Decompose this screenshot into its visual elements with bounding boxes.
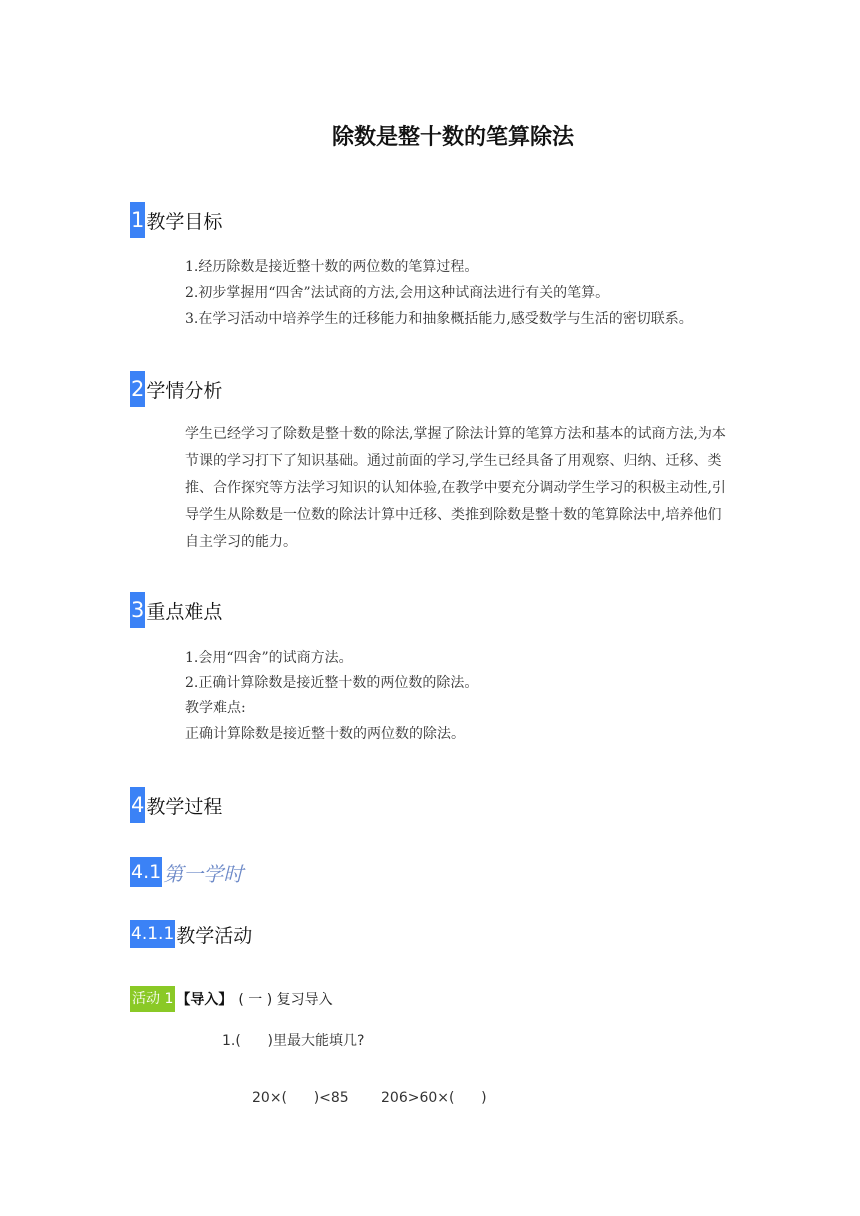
- section-title: 教学目标: [146, 210, 223, 233]
- section-title: 教学过程: [146, 795, 223, 818]
- section-number: 2: [130, 371, 145, 407]
- subsection-number: 4.1: [130, 857, 162, 887]
- subsection-heading-activities: [130, 920, 252, 948]
- subsection-title: 第一学时: [163, 861, 244, 886]
- section-heading-key-points: [130, 592, 222, 628]
- question-text: 1.( )里最大能填几?: [222, 1033, 365, 1049]
- section-title: 重点难点: [146, 600, 223, 623]
- subsection-title: 教学活动: [176, 924, 253, 947]
- objective-item: 3.在学习活动中培养学生的迁移能力和抽象概括能力,感受数学与生活的密切联系。: [185, 311, 693, 327]
- expression: 20×( )<85: [252, 1090, 349, 1106]
- section-number: 3: [130, 592, 145, 628]
- activity-heading: [130, 986, 333, 1012]
- activity-label: 【导入】: [176, 992, 233, 1008]
- section-number: 1: [130, 202, 145, 238]
- section-heading-objectives: [130, 202, 222, 238]
- key-point-item: 2.正确计算除数是接近整十数的两位数的除法。: [185, 675, 479, 691]
- section-number: 4: [130, 787, 145, 823]
- key-point-item: 1.会用“四舍”的试商方法。: [185, 650, 353, 666]
- objective-item: 1.经历除数是接近整十数的两位数的笔算过程。: [185, 259, 479, 275]
- difficulty-item: 正确计算除数是接近整十数的两位数的除法。: [185, 726, 465, 742]
- activity-subtitle: ( 一 ) 复习导入: [238, 992, 333, 1008]
- analysis-paragraph: 学生已经学习了除数是整十数的除法,掌握了除法计算的笔算方法和基本的试商方法,为本节课的学习打下了知识基础。通过前面的学习,学生已经具备了用观察、归纳、迁移、类推、合作探究等方法学习知识的认知体验,在教学中要充分调动学生学习的积极主动性,引导学生从除数是一位数的除法计算中迁移、类推到除数是整十数的笔算除法中,培养他们自主学习的能力。: [185, 426, 726, 550]
- section-title: 学情分析: [146, 379, 223, 402]
- document-title: 除数是整十数的笔算除法: [331, 124, 574, 150]
- activity-tag: 活动 1: [130, 986, 175, 1012]
- section-heading-process: [130, 787, 222, 823]
- objective-item: 2.初步掌握用“四舍”法试商的方法,会用这种试商法进行有关的笔算。: [185, 285, 610, 301]
- expression: 206>60×( ): [381, 1090, 487, 1106]
- subsection-heading-lesson: [130, 857, 243, 887]
- difficulty-label: 教学难点:: [185, 700, 246, 716]
- section-heading-analysis: [130, 371, 222, 407]
- subsection-number: 4.1.1: [130, 920, 175, 948]
